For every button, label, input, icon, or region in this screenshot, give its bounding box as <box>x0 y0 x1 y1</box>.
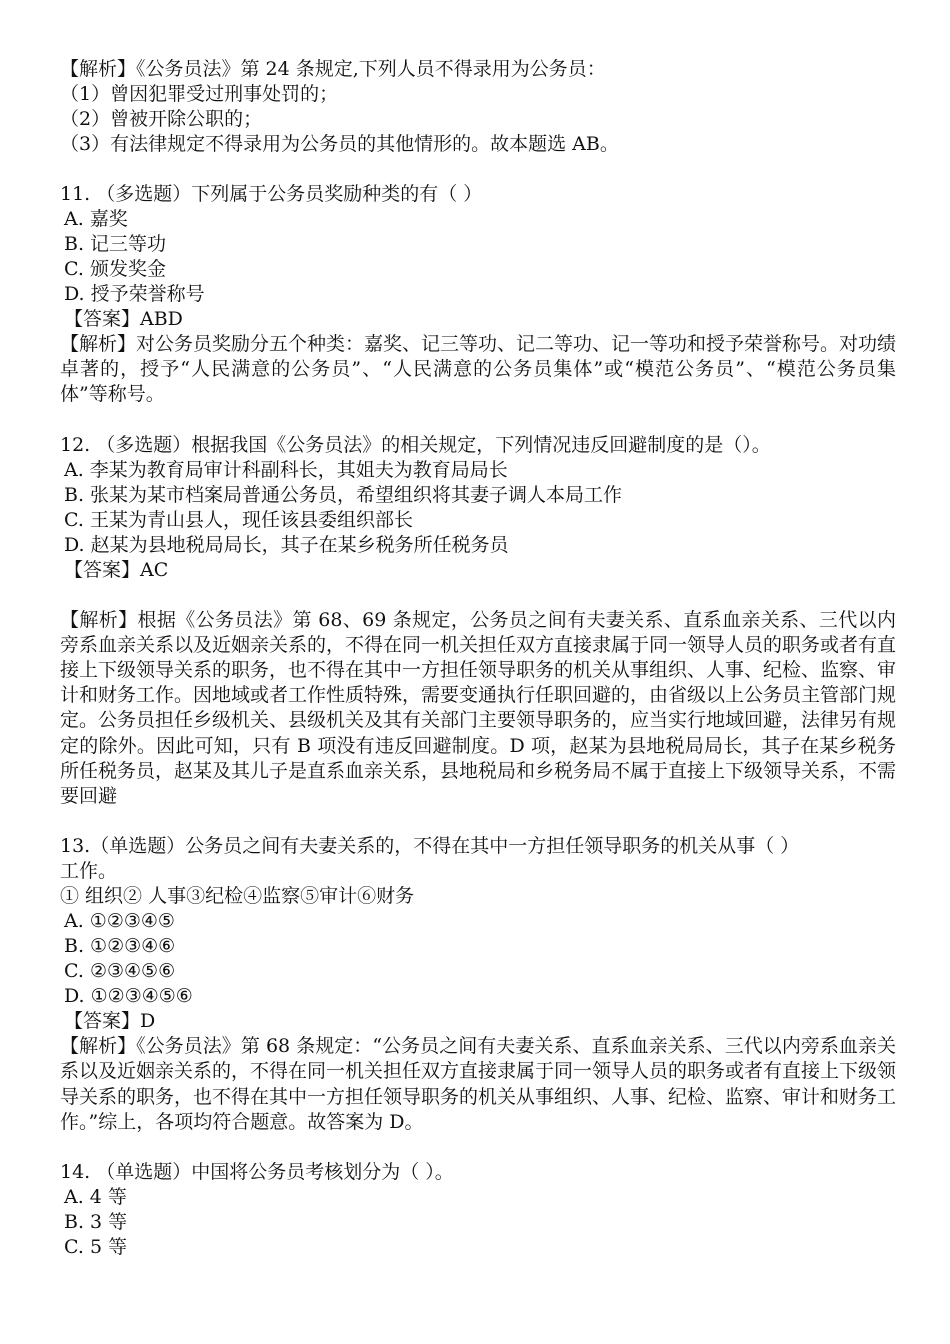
option-a: A. 4 等 <box>64 1186 127 1209</box>
option-b: B. 3 等 <box>64 1211 128 1234</box>
answer: 【答案】ABD <box>64 308 183 330</box>
answer: 【答案】AC <box>64 558 169 581</box>
answer: 【答案】D <box>64 1010 156 1033</box>
question-title: 11. （多选题）下列属于公务员奖励种类的有（ ） <box>60 183 483 205</box>
analysis-line: （2）曾被开除公职的； <box>60 108 263 130</box>
analysis-line: 【解析】《公务员法》第 24 条规定,下列人员不得录用为公务员： <box>60 58 606 80</box>
question-11 <box>60 182 896 408</box>
question-title: 13.（单选题）公务员之间有夫妻关系的，不得在其中一方担任领导职务的机关从事（ ） <box>60 835 800 858</box>
option-c: C. 5 等 <box>64 1236 128 1259</box>
option-b: B. 记三等功 <box>64 233 167 255</box>
option-c: C. 王某为青山县人，现任该县委组织部长 <box>64 508 413 531</box>
question-title: 12. （多选题）根据我国《公务员法》的相关规定，下列情况违反回避制度的是（）。 <box>60 433 771 456</box>
option-a: A. ①②③④⑤ <box>64 910 175 933</box>
option-d: D. 赵某为县地税局局长，其子在某乡税务所任税务员 <box>64 533 509 556</box>
option-c: C. ②③④⑤⑥ <box>64 960 176 983</box>
option-a: A. 李某为教育局审计科副科长，其姐夫为教育局局长 <box>64 458 508 481</box>
option-b: B. 张某为某市档案局普通公务员，希望组织将其妻子调人本局工作 <box>64 483 623 506</box>
option-c: C. 颁发奖金 <box>64 258 166 280</box>
question-13 <box>60 834 896 1135</box>
analysis: 【解析】根据《公务员法》第 68、69 条规定，公务员之间有夫妻关系、直系血亲关系、三代以内旁系血亲关系以及近姻亲关系的，不得在同一机关担任双方直接隶属于同一领导人员的职务或者有直接上下级领导关系的职务，也不得在其中一方担任领导职务的机关从事组织、人事、纪检、监察、审计和财务工作。因地域或者工作性质特殊，需要变通执行任职回避的，由省级以上公务员主管部门规定。公务员担任乡级机关、县级机关及其有关部门主要领导职务的，应当实行地域回避，法律另有规定的除外。因此可知，只有 B 项没有违反回避制度。D 项，赵某为县地税局局长，其子在某乡税务所任税务员，赵某及其儿子是直系血亲关系，县地税局和乡税务局不属于直接上下级领导关系，不需要回避 <box>60 608 897 808</box>
option-a: A. 嘉奖 <box>64 208 128 230</box>
analysis: 【解析】《公务员法》第 68 条规定：“公务员之间有夫妻关系、直系血亲关系、三代以内旁系血亲关系以及近姻亲关系的，不得在同一机关担任双方直接隶属于同一领导人员的职务或者有直接上下级领导关系的职务，也不得在其中一方担任领导职务的机关从事组织、人事、纪检、监察、审计和财务工作。”综上，各项均符合题意。故答案为 D。 <box>60 1035 897 1133</box>
question-items: ① 组织② 人事③纪检④监察⑤审计⑥财务 <box>60 885 415 908</box>
option-b: B. ①②③④⑥ <box>64 935 176 958</box>
analysis-line: （3）有法律规定不得录用为公务员的其他情形的。故本题选 AB。 <box>60 133 619 155</box>
question-title: 14. （单选题）中国将公务员考核划分为（ ）。 <box>60 1161 454 1184</box>
option-d: D. ①②③④⑤⑥ <box>64 985 193 1008</box>
document-page <box>60 57 896 1260</box>
analysis: 【解析】对公务员奖励分五个种类：嘉奖、记三等功、记二等功、记一等功和授予荣誉称号。对功绩卓著的，授予“人民满意的公务员”、“人民满意的公务员集体”或“模范公务员”、“模范公务员集体”等称号。 <box>60 333 897 406</box>
question-title-cont: 工作。 <box>60 860 118 883</box>
intro-analysis <box>60 57 896 157</box>
option-d: D. 授予荣誉称号 <box>64 283 205 305</box>
question-14 <box>60 1160 896 1260</box>
question-12 <box>60 433 896 810</box>
analysis-line: （1）曾因犯罪受过刑事处罚的； <box>60 83 339 105</box>
